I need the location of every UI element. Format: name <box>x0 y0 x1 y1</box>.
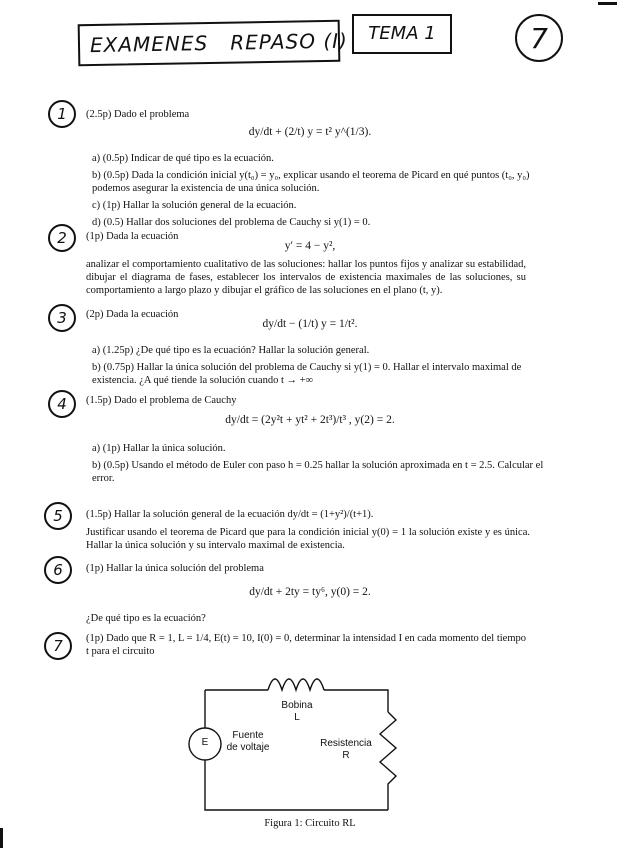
question-6-intro: (1p) Hallar la única solución del problema <box>86 563 264 574</box>
question-1-items <box>92 152 562 229</box>
header-number: 7 <box>530 21 548 55</box>
question-4-equation: dy/dt = (2y²t + yt² + 2t³)/t³ , y(2) = 2. <box>225 414 395 426</box>
question-4-item-b: b) (0.5p) Usando el método de Euler con paso h = 0.25 hallar la solución aproximada en t = 2.5. Calcular el error. <box>92 460 544 484</box>
header-title: EXAMENES REPASO (I) <box>89 28 349 58</box>
question-1-item-a: a) (0.5p) Indicar de qué tipo es la ecuación. <box>92 153 274 164</box>
question-3-item-a: a) (1.25p) ¿De qué tipo es la ecuación? Hallar la solución general. <box>92 345 370 356</box>
figure-caption: Figura 1: Circuito RL <box>264 818 356 829</box>
bobina-symbol: L <box>294 712 300 723</box>
header-topic-box <box>352 14 452 54</box>
question-1-item-d: d) (0.5) Hallar dos soluciones del problema de Cauchy si y(1) = 0. <box>92 217 371 228</box>
question-2-number: 2 <box>57 229 67 247</box>
question-1-marker <box>48 100 76 128</box>
bobina-label: Bobina <box>281 700 313 711</box>
question-1-intro: (2.5p) Dado el problema <box>86 109 190 120</box>
resistencia-label: Resistencia <box>320 738 372 749</box>
question-3-items <box>92 344 562 387</box>
header-topic: TEMA 1 <box>368 23 436 44</box>
scan-mark-top-right <box>598 2 617 5</box>
question-1-equation: dy/dt + (2/t) y = t² y^(1/3). <box>248 126 372 138</box>
question-4-intro: (1.5p) Dado el problema de Cauchy <box>86 395 237 406</box>
question-2-marker <box>48 224 76 252</box>
resistor-zigzag <box>380 712 396 810</box>
scan-mark-bottom-left <box>0 828 3 848</box>
question-6-equation: dy/dt + 2ty = ty⁶, y(0) = 2. <box>249 586 371 598</box>
question-7-intro: (1p) Dado que R = 1, L = 1/4, E(t) = 10, I(0) = 0, determinar la intensidad I en cada momento del tiempo t para el circuito <box>86 633 526 657</box>
source-symbol: E <box>201 737 209 748</box>
question-2-body: analizar el comportamiento cualitativo de las soluciones: hallar los puntos fijos y analizar su estabilidad, dibujar el diagrama de fases, establecer los intervalos de existencia maximales de las soluciones, su comportamiento a largo plazo y dibujar el gráfico de las soluciones en el plano (t, y). <box>86 259 526 296</box>
header-number-circle <box>515 14 563 62</box>
wire-bottom <box>205 760 388 810</box>
question-3-item-b: b) (0.75p) Hallar la única solución del problema de Cauchy si y(1) = 0. Hallar el intervalo maximal de existencia. ¿A qué tiende la solución cuando t → +∞ <box>92 362 522 386</box>
header-title-box <box>78 20 349 67</box>
question-6-marker <box>44 556 72 584</box>
question-3-intro: (2p) Dada la ecuación <box>86 309 179 320</box>
resistencia-symbol: R <box>342 750 350 761</box>
question-6-number: 6 <box>53 561 63 579</box>
question-4-number: 4 <box>57 395 67 413</box>
question-2-intro: (1p) Dada la ecuación <box>86 231 179 242</box>
fuente-label: Fuente <box>232 730 264 741</box>
question-7-number: 7 <box>53 637 63 655</box>
inductor-coil <box>268 679 324 690</box>
question-6-body: ¿De qué tipo es la ecuación? <box>86 613 206 624</box>
question-1-item-b: b) (0.5p) Dada la condición inicial y(t₀) = y₀, explicar usando el teorema de Picard en qué puntos (t₀, y₀) podemos asegurar la existencia de una única solución. <box>92 170 530 194</box>
question-4-items <box>92 442 562 485</box>
question-3-equation: dy/dt − (1/t) y = 1/t². <box>262 318 358 330</box>
question-3-marker <box>48 304 76 332</box>
question-5-body: Justificar usando el teorema de Picard que para la condición inicial y(0) = 1 la solución existe y es única. Hallar la única solución y su intervalo maximal de existencia. <box>86 527 530 551</box>
question-4-item-a: a) (1p) Hallar la única solución. <box>92 443 226 454</box>
question-5-number: 5 <box>53 507 63 525</box>
question-2-equation: y′ = 4 − y², <box>284 240 336 252</box>
fuente-label-2: de voltaje <box>226 742 270 753</box>
question-3-number: 3 <box>57 309 67 327</box>
wire-top-right <box>324 690 388 712</box>
question-7-marker <box>44 632 72 660</box>
question-4-marker <box>48 390 76 418</box>
question-1-item-c: c) (1p) Hallar la solución general de la ecuación. <box>92 200 297 211</box>
question-5-intro: (1.5p) Hallar la solución general de la ecuación dy/dt = (1+y²)/(t+1). <box>86 509 374 520</box>
question-5-marker <box>44 502 72 530</box>
question-1-number: 1 <box>57 105 67 123</box>
